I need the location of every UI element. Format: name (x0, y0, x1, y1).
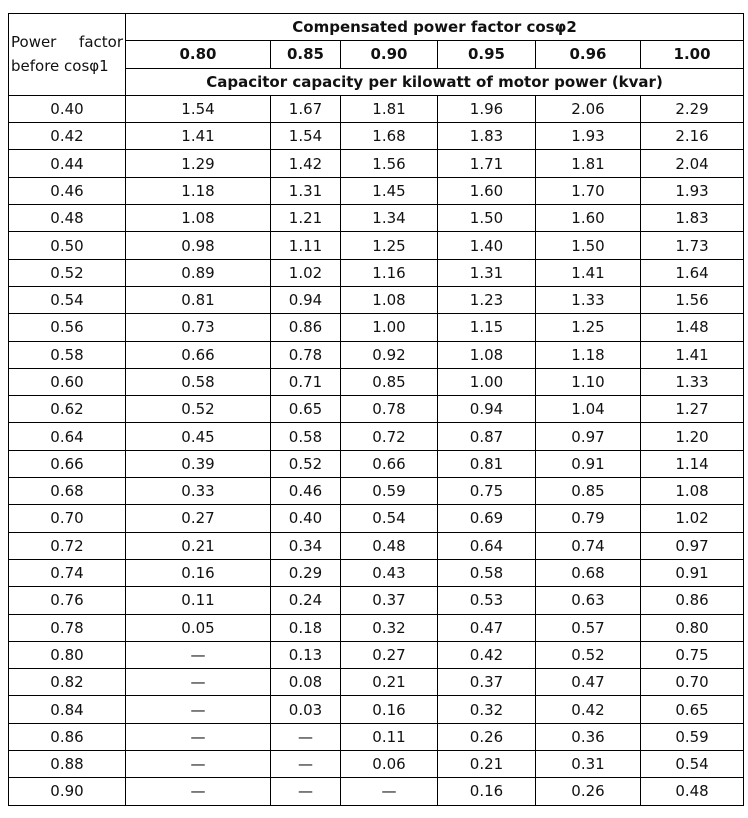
table-cell: 1.31 (438, 259, 536, 286)
table-cell: 0.48 (641, 778, 744, 805)
table-cell: 0.40 (271, 505, 341, 532)
table-cell: 0.42 (438, 641, 536, 668)
row-header-cell: 0.44 (9, 150, 126, 177)
row-header-cell: 0.46 (9, 177, 126, 204)
row-header-label (9, 14, 126, 96)
row-header-cell: 0.56 (9, 314, 126, 341)
table-cell: 0.45 (126, 423, 271, 450)
table-cell: 1.15 (438, 314, 536, 341)
table-cell: 1.54 (271, 123, 341, 150)
row-header-cell: 0.82 (9, 669, 126, 696)
table-row (9, 478, 744, 505)
table-row (9, 123, 744, 150)
row-header-cell: 0.48 (9, 205, 126, 232)
table-cell: — (126, 778, 271, 805)
table-cell: 0.94 (271, 286, 341, 313)
table-cell: 0.26 (438, 723, 536, 750)
table-cell: 0.37 (438, 669, 536, 696)
table-cell: 0.97 (536, 423, 641, 450)
table-cell: 1.48 (641, 314, 744, 341)
row-header-cell: 0.80 (9, 641, 126, 668)
table-cell: 0.79 (536, 505, 641, 532)
table-cell: 0.21 (126, 532, 271, 559)
table-row (9, 150, 744, 177)
table-row (9, 423, 744, 450)
table-cell: 0.54 (341, 505, 438, 532)
corner-label-word2: factor (79, 33, 123, 51)
table-cell: 0.73 (126, 314, 271, 341)
table-cell: 0.59 (641, 723, 744, 750)
table-cell: 1.02 (271, 259, 341, 286)
table-cell: 1.56 (341, 150, 438, 177)
table-cell: 0.33 (126, 478, 271, 505)
table-cell: 1.25 (341, 232, 438, 259)
table-cell: 0.98 (126, 232, 271, 259)
table-cell: 0.68 (536, 559, 641, 586)
table-cell: 2.29 (641, 95, 744, 122)
table-cell: 0.32 (341, 614, 438, 641)
row-header-cell: 0.78 (9, 614, 126, 641)
table-cell: 0.81 (126, 286, 271, 313)
table-cell: 0.58 (438, 559, 536, 586)
table-cell: 0.86 (641, 587, 744, 614)
table-cell: 1.34 (341, 205, 438, 232)
table-cell: 0.52 (536, 641, 641, 668)
table-cell: 1.70 (536, 177, 641, 204)
table-row (9, 723, 744, 750)
table-cell: 0.66 (126, 341, 271, 368)
table-cell: 1.40 (438, 232, 536, 259)
corner-label-line2: before cosφ1 (11, 57, 109, 75)
table-cell: 0.65 (271, 396, 341, 423)
table-cell: 1.83 (641, 205, 744, 232)
table-cell: 1.81 (536, 150, 641, 177)
table-cell: 0.36 (536, 723, 641, 750)
table-cell: 0.11 (341, 723, 438, 750)
table-row (9, 259, 744, 286)
table-row (9, 587, 744, 614)
capacitor-compensation-table (8, 13, 744, 806)
table-cell: 0.64 (438, 532, 536, 559)
table-row (9, 177, 744, 204)
row-header-cell: 0.62 (9, 396, 126, 423)
table-cell: 1.71 (438, 150, 536, 177)
table-cell: 1.18 (536, 341, 641, 368)
table-cell: 0.86 (271, 314, 341, 341)
row-header-cell: 0.70 (9, 505, 126, 532)
table-cell: 1.33 (536, 286, 641, 313)
table-cell: 0.42 (536, 696, 641, 723)
table-cell: — (126, 641, 271, 668)
table-cell: 0.94 (438, 396, 536, 423)
table-cell: 0.11 (126, 587, 271, 614)
table-cell: 1.23 (438, 286, 536, 313)
table-cell: 0.91 (641, 559, 744, 586)
column-header: 0.80 (126, 41, 271, 68)
table-cell: 0.47 (536, 669, 641, 696)
table-cell: 0.58 (126, 368, 271, 395)
table-cell: 1.18 (126, 177, 271, 204)
table-row (9, 614, 744, 641)
table-cell: — (271, 778, 341, 805)
table-cell: 0.06 (341, 751, 438, 778)
row-header-cell: 0.58 (9, 341, 126, 368)
table-cell: 0.85 (536, 478, 641, 505)
table-cell: 0.52 (126, 396, 271, 423)
table-cell: — (271, 723, 341, 750)
table-cell: 1.81 (341, 95, 438, 122)
table-cell: 0.16 (126, 559, 271, 586)
table-cell: 0.70 (641, 669, 744, 696)
table-cell: 1.14 (641, 450, 744, 477)
table-cell: 0.03 (271, 696, 341, 723)
table-cell: 1.41 (536, 259, 641, 286)
table-cell: 1.64 (641, 259, 744, 286)
table-cell: 1.02 (641, 505, 744, 532)
table-cell: — (271, 751, 341, 778)
table-cell: — (341, 778, 438, 805)
table-cell: 2.06 (536, 95, 641, 122)
table-cell: 1.08 (126, 205, 271, 232)
table-cell: 0.46 (271, 478, 341, 505)
table-cell: 0.65 (641, 696, 744, 723)
table-cell: 1.56 (641, 286, 744, 313)
row-header-cell: 0.64 (9, 423, 126, 450)
table-cell: 0.21 (438, 751, 536, 778)
table-cell: 1.93 (536, 123, 641, 150)
table-cell: 1.33 (641, 368, 744, 395)
table-cell: 0.52 (271, 450, 341, 477)
table-cell: 0.57 (536, 614, 641, 641)
table-cell: 1.20 (641, 423, 744, 450)
table-cell: 1.93 (641, 177, 744, 204)
table-cell: 0.18 (271, 614, 341, 641)
table-cell: 1.60 (536, 205, 641, 232)
table-cell: 1.04 (536, 396, 641, 423)
table-cell: 0.81 (438, 450, 536, 477)
table-cell: 0.80 (641, 614, 744, 641)
table-row (9, 205, 744, 232)
table-cell: 1.08 (641, 478, 744, 505)
table-cell: 1.50 (438, 205, 536, 232)
table-row (9, 669, 744, 696)
table-cell: 0.48 (341, 532, 438, 559)
table-cell: 0.72 (341, 423, 438, 450)
table-cell: 0.78 (271, 341, 341, 368)
table-row (9, 559, 744, 586)
table-cell: 1.08 (438, 341, 536, 368)
table-cell: 0.66 (341, 450, 438, 477)
row-header-cell: 0.74 (9, 559, 126, 586)
table-cell: 0.27 (126, 505, 271, 532)
table-cell: 1.50 (536, 232, 641, 259)
row-header-cell: 0.76 (9, 587, 126, 614)
table-row (9, 696, 744, 723)
row-header-cell: 0.72 (9, 532, 126, 559)
table-cell: 0.75 (641, 641, 744, 668)
table-title: Compensated power factor cosφ2 (126, 14, 744, 41)
table-cell: 1.54 (126, 95, 271, 122)
table-cell: 0.53 (438, 587, 536, 614)
table-cell: 1.27 (641, 396, 744, 423)
column-header: 0.96 (536, 41, 641, 68)
table-cell: — (126, 669, 271, 696)
row-header-cell: 0.50 (9, 232, 126, 259)
table-cell: 0.69 (438, 505, 536, 532)
table-cell: 0.37 (341, 587, 438, 614)
table-cell: — (126, 751, 271, 778)
table-cell: 1.41 (126, 123, 271, 150)
table-cell: 1.68 (341, 123, 438, 150)
table-cell: 1.45 (341, 177, 438, 204)
column-header: 0.85 (271, 41, 341, 68)
table-row (9, 396, 744, 423)
table-row (9, 232, 744, 259)
row-header-cell: 0.66 (9, 450, 126, 477)
table-cell: 1.73 (641, 232, 744, 259)
table-cell: 1.41 (641, 341, 744, 368)
table-cell: 1.21 (271, 205, 341, 232)
table-cell: 1.25 (536, 314, 641, 341)
table-cell: 0.75 (438, 478, 536, 505)
row-header-cell: 0.86 (9, 723, 126, 750)
column-header: 1.00 (641, 41, 744, 68)
table-cell: 0.31 (536, 751, 641, 778)
table-cell: 2.04 (641, 150, 744, 177)
table-cell: 0.47 (438, 614, 536, 641)
table-row (9, 778, 744, 805)
row-header-cell: 0.54 (9, 286, 126, 313)
table-cell: 0.92 (341, 341, 438, 368)
column-header: 0.90 (341, 41, 438, 68)
table-cell: 0.27 (341, 641, 438, 668)
table-cell: 0.58 (271, 423, 341, 450)
table-body (9, 95, 744, 805)
table-cell: 0.21 (341, 669, 438, 696)
table-cell: 1.10 (536, 368, 641, 395)
table-cell: 0.59 (341, 478, 438, 505)
table-cell: 0.97 (641, 532, 744, 559)
table-row (9, 641, 744, 668)
table-cell: 1.11 (271, 232, 341, 259)
table-cell: 0.87 (438, 423, 536, 450)
table-row (9, 505, 744, 532)
table-cell: 0.05 (126, 614, 271, 641)
table-cell: 0.08 (271, 669, 341, 696)
row-header-cell: 0.52 (9, 259, 126, 286)
table-cell: 0.32 (438, 696, 536, 723)
table-row (9, 314, 744, 341)
table-row (9, 95, 744, 122)
table-cell: 1.29 (126, 150, 271, 177)
row-header-cell: 0.84 (9, 696, 126, 723)
table-cell: 1.42 (271, 150, 341, 177)
table-cell: 0.74 (536, 532, 641, 559)
table-cell: 1.60 (438, 177, 536, 204)
row-header-cell: 0.42 (9, 123, 126, 150)
table-cell: 1.16 (341, 259, 438, 286)
table-cell: — (126, 723, 271, 750)
row-header-cell: 0.60 (9, 368, 126, 395)
table-row (9, 368, 744, 395)
table-cell: 0.54 (641, 751, 744, 778)
table-cell: 0.43 (341, 559, 438, 586)
corner-label-word1: Power (11, 33, 57, 51)
table-cell: 0.16 (438, 778, 536, 805)
row-header-cell: 0.90 (9, 778, 126, 805)
table-row (9, 751, 744, 778)
table-cell: 0.63 (536, 587, 641, 614)
table-cell: 0.71 (271, 368, 341, 395)
row-header-cell: 0.68 (9, 478, 126, 505)
table-cell: 0.29 (271, 559, 341, 586)
table-cell: 1.31 (271, 177, 341, 204)
table-cell: 0.16 (341, 696, 438, 723)
table-cell: 0.34 (271, 532, 341, 559)
table-cell: 0.26 (536, 778, 641, 805)
table-cell: 0.85 (341, 368, 438, 395)
table-cell: 0.24 (271, 587, 341, 614)
table-row (9, 341, 744, 368)
table-row (9, 286, 744, 313)
table-cell: 1.00 (438, 368, 536, 395)
table-cell: 1.08 (341, 286, 438, 313)
table-cell: — (126, 696, 271, 723)
column-header: 0.95 (438, 41, 536, 68)
table-cell: 1.00 (341, 314, 438, 341)
table-cell: 0.78 (341, 396, 438, 423)
unit-label: Capacitor capacity per kilowatt of motor power (kvar) (126, 68, 744, 95)
table-cell: 0.13 (271, 641, 341, 668)
row-header-cell: 0.40 (9, 95, 126, 122)
table-row (9, 450, 744, 477)
table-cell: 0.89 (126, 259, 271, 286)
table-cell: 2.16 (641, 123, 744, 150)
table-cell: 1.96 (438, 95, 536, 122)
table-row (9, 532, 744, 559)
table-cell: 0.39 (126, 450, 271, 477)
table-cell: 0.91 (536, 450, 641, 477)
table-cell: 1.67 (271, 95, 341, 122)
table-cell: 1.83 (438, 123, 536, 150)
row-header-cell: 0.88 (9, 751, 126, 778)
